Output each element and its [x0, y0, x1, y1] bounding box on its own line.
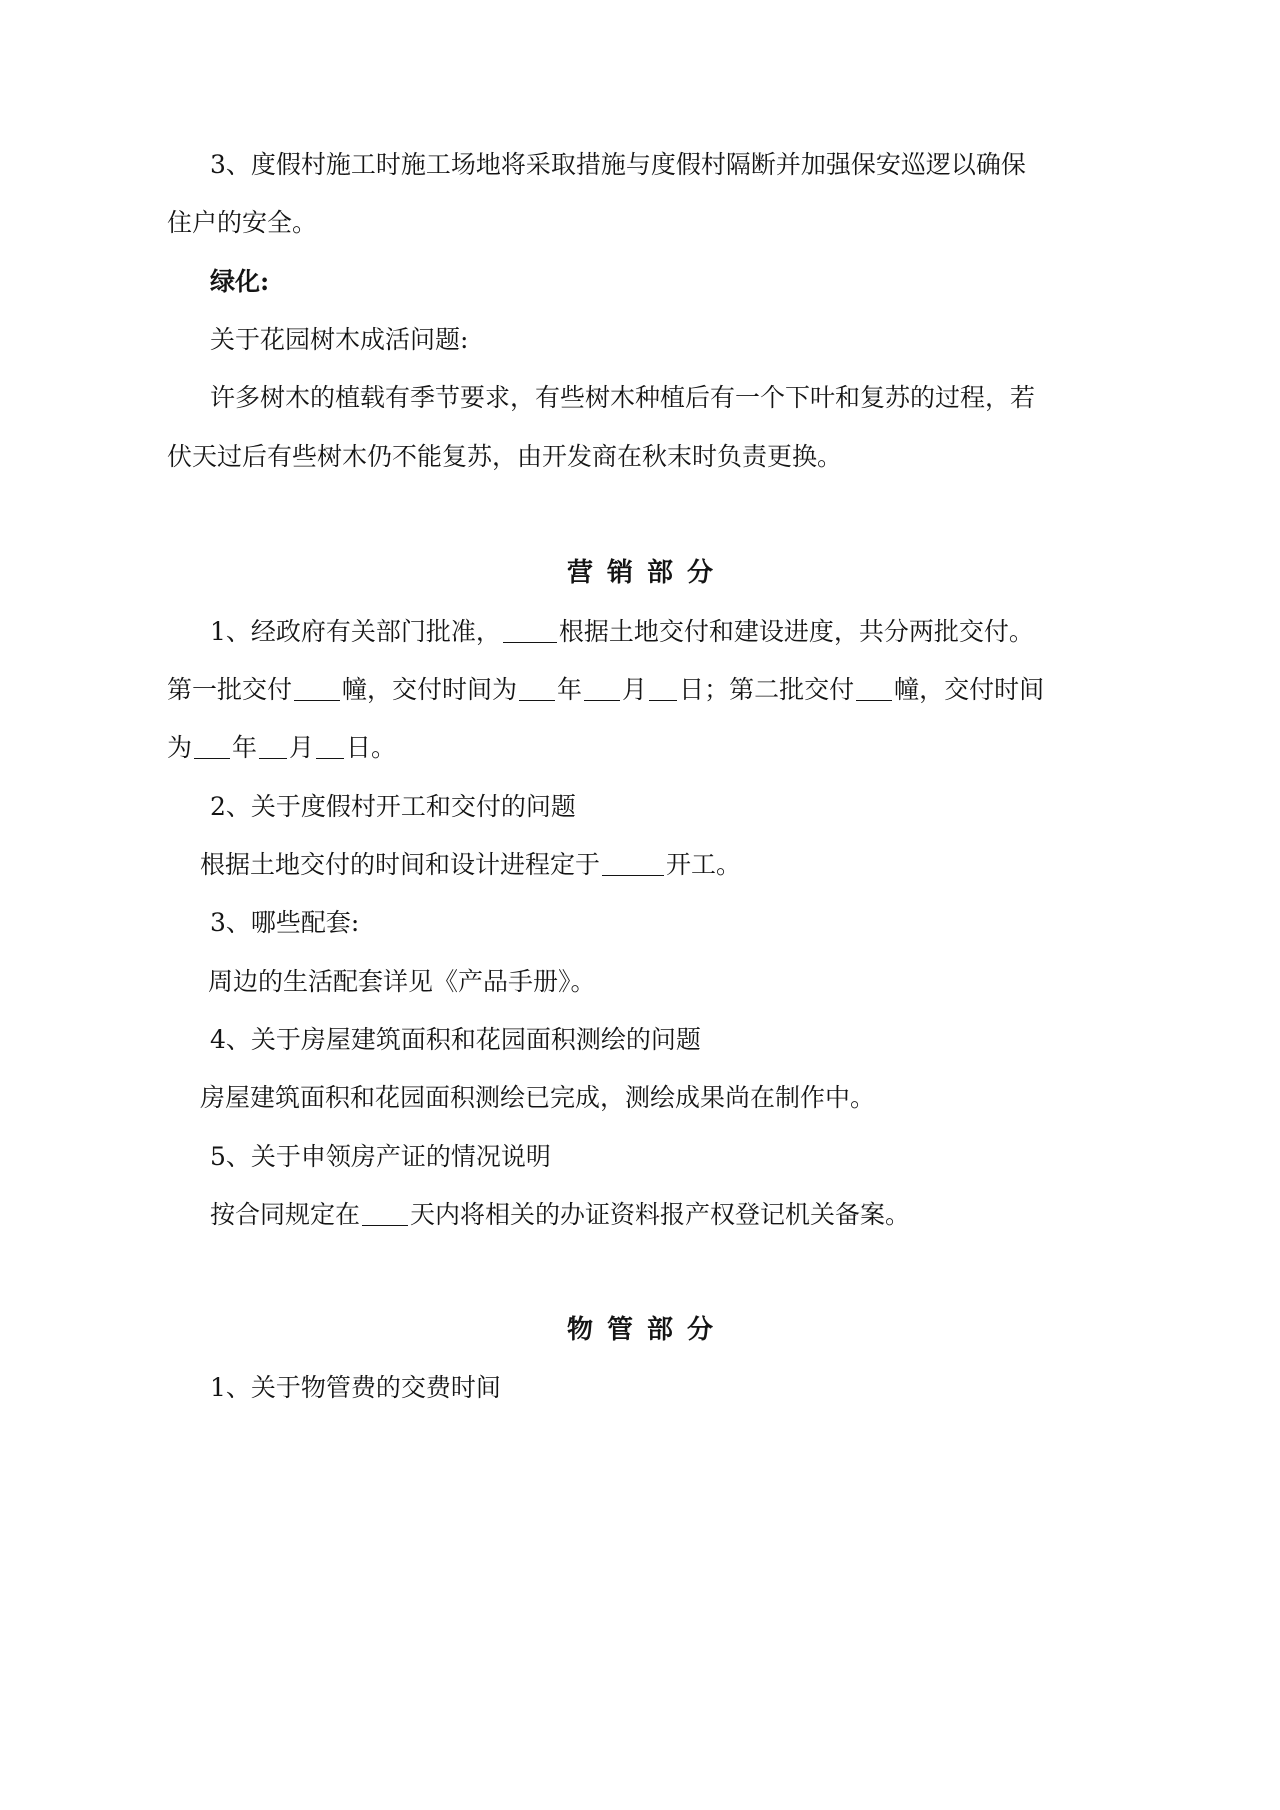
marketing-item2-text-a: 根据土地交付的时间和设计进程定于 — [200, 850, 601, 879]
marketing-item1-text-f: 为 — [167, 733, 193, 762]
marketing-item1-month: 月 — [622, 675, 648, 704]
fill-blank — [362, 1201, 408, 1226]
fill-blank — [194, 734, 230, 759]
marketing-section-title: 营销部分 — [566, 558, 727, 588]
marketing-item2-text-b: 开工。 — [666, 850, 742, 879]
marketing-item1-line2 — [167, 673, 1044, 707]
marketing-item3-body: 周边的生活配套详见《产品手册》。 — [208, 967, 596, 996]
marketing-item5-title: 5、关于申领房产证的情况说明 — [210, 1142, 551, 1171]
marketing-item2-body — [200, 848, 741, 882]
fill-blank — [294, 676, 340, 701]
marketing-item4-title: 4、关于房屋建筑面积和花园面积测绘的问题 — [210, 1025, 701, 1054]
marketing-item2-title: 2、关于度假村开工和交付的问题 — [210, 792, 576, 821]
marketing-item1-text-b: 根据土地交付和建设进度，共分两批交付。 — [558, 617, 1034, 646]
fill-blank — [602, 851, 664, 876]
marketing-item4-body: 房屋建筑面积和花园面积测绘已完成，测绘成果尚在制作中。 — [200, 1083, 876, 1112]
fill-blank — [856, 676, 892, 701]
marketing-item1-text-c: 第一批交付 — [167, 675, 293, 704]
marketing-item1-day-semicolon: 日；第二批交付 — [679, 675, 855, 704]
greening-answer-line2: 伏天过后有些树木仍不能复苏，由开发商在秋末时负责更换。 — [167, 442, 843, 471]
construction-item3-line1: 3、度假村施工时施工场地将采取措施与度假村隔断并加强保安巡逻以确保 — [210, 150, 1026, 179]
marketing-item1-line1 — [210, 615, 1034, 649]
property-item1-title: 1、关于物管费的交费时间 — [210, 1373, 501, 1402]
fill-blank — [649, 676, 677, 701]
marketing-item3-title: 3、哪些配套: — [210, 908, 360, 937]
marketing-item5-text-b: 天内将相关的办证资料报产权登记机关备案。 — [410, 1200, 911, 1229]
greening-question: 关于花园树木成活问题: — [210, 325, 469, 354]
marketing-item1-text-a: 1、经政府有关部门批准， — [210, 617, 501, 646]
marketing-item1-day-end: 日。 — [346, 733, 397, 762]
property-section-title: 物管部分 — [566, 1315, 727, 1345]
marketing-item1-year-2: 年 — [232, 733, 258, 762]
fill-blank — [259, 734, 287, 759]
fill-blank — [519, 676, 555, 701]
construction-item3-line2: 住户的安全。 — [167, 208, 318, 237]
fill-blank — [503, 618, 557, 643]
greening-heading: 绿化: — [210, 267, 270, 296]
marketing-item1-month-2: 月 — [289, 733, 315, 762]
marketing-item5-text-a: 按合同规定在 — [210, 1200, 361, 1229]
marketing-item1-year: 年 — [557, 675, 583, 704]
marketing-item1-text-e: 幢，交付时间 — [894, 675, 1045, 704]
marketing-item1-text-d: 幢，交付时间为 — [342, 675, 518, 704]
marketing-item1-line3 — [167, 731, 396, 765]
fill-blank — [316, 734, 344, 759]
marketing-item5-body — [210, 1198, 910, 1232]
greening-answer-line1: 许多树木的植载有季节要求，有些树木种植后有一个下叶和复苏的过程，若 — [210, 383, 1036, 412]
fill-blank — [584, 676, 620, 701]
